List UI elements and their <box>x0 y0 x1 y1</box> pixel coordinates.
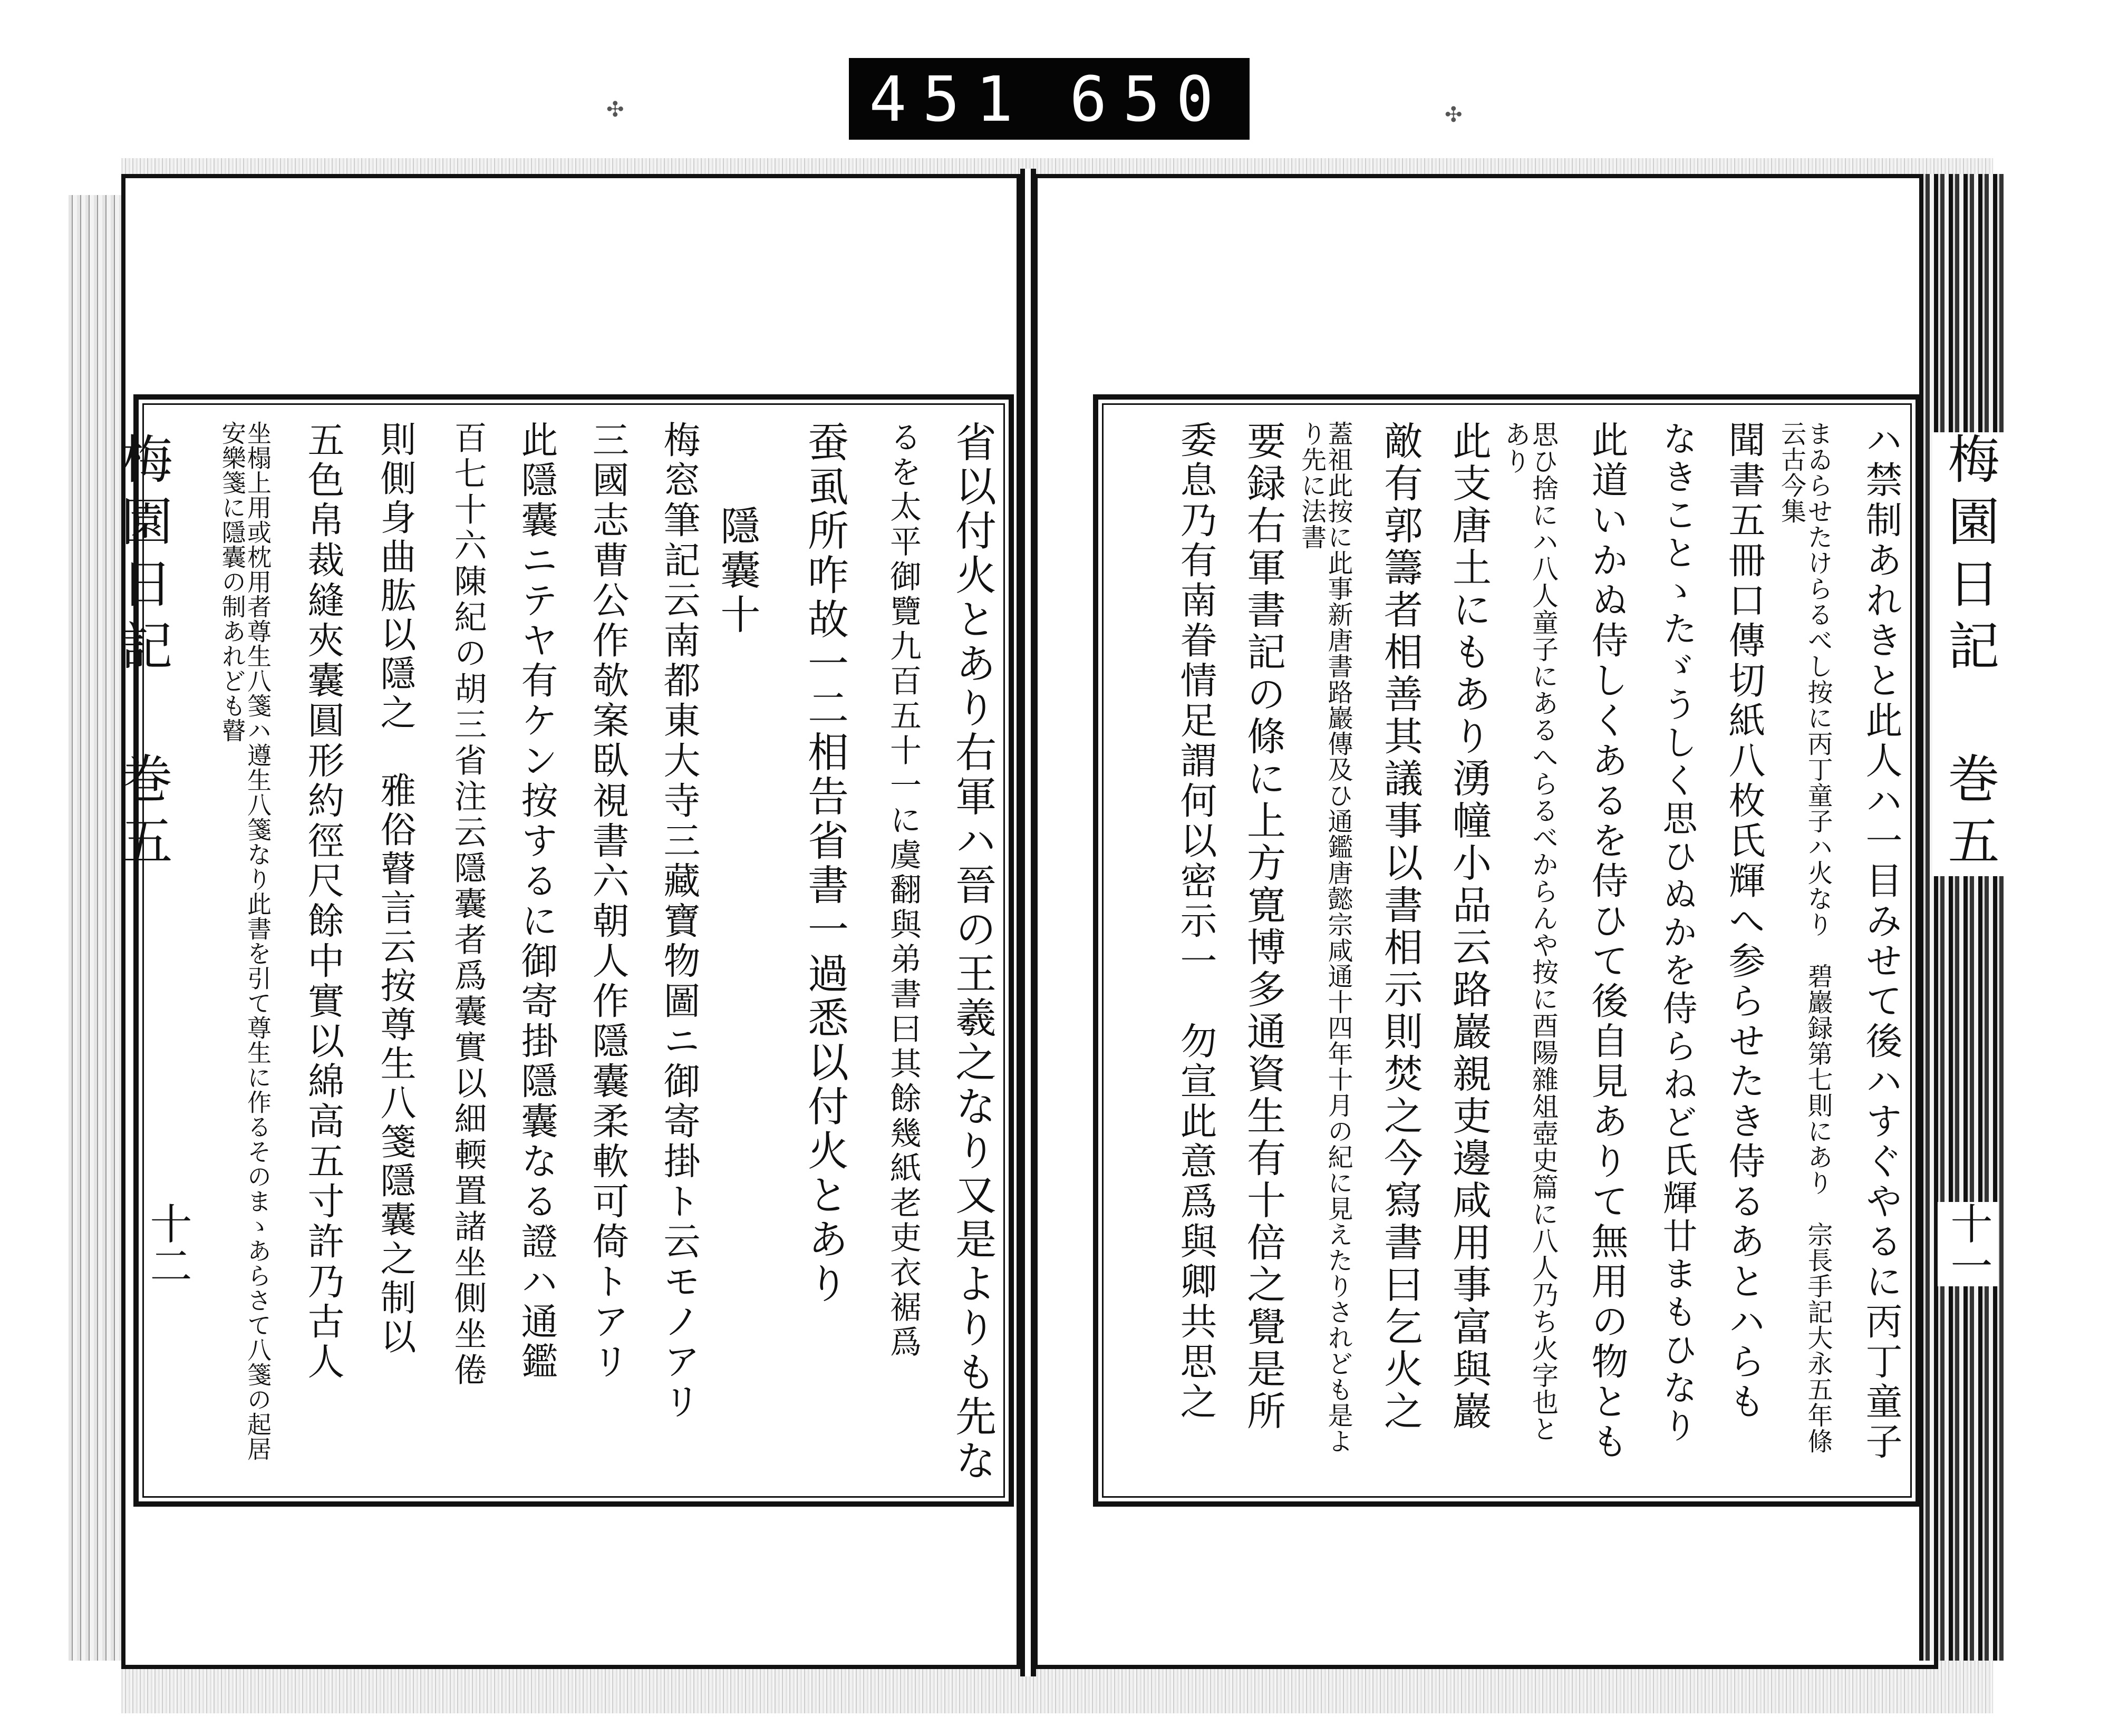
text-column: 此隱囊ニテヤ有ケン按するに御寄掛隱囊なる證ハ通鑑 <box>515 421 558 1382</box>
text-column: 此道いかぬ侍しくあるを侍ひて後自見ありて無用の物とも <box>1585 421 1629 1462</box>
right-page <box>1033 174 1938 1669</box>
text-column: 蚕虱所咋故一二相告省書一過悉以付火とあり <box>801 421 848 1306</box>
text-column: ハ禁制あれきと此人ハ一目みせて後ハすぐやるに丙丁童子 <box>1860 421 1903 1462</box>
text-column: 省以付火とあり右軍ハ晉の王羲之なり又是よりも先な <box>949 421 996 1483</box>
left-text-frame <box>133 394 1014 1507</box>
scan-mark: ✣ <box>606 98 624 122</box>
right-text-frame <box>1093 394 1921 1507</box>
right-margin-title: 梅園日記 巻五 <box>1932 432 2007 876</box>
text-column: まゐらせたけらるべし按に丙丁童子ハ火なり 碧巖録第七則にあり 宗長手記大永五年條云古今集 <box>1776 421 1833 1454</box>
left-page <box>121 174 1021 1669</box>
text-column: 蓋祖此按に此事新唐書路巖傳及ひ通鑑唐懿宗咸通十四年十月の紀に見えたりされども是より先に法書 <box>1297 421 1353 1454</box>
text-column: 思ひ捨にハ八人童子にあるへらるべからんや按に酉陽雜俎壺史篇に八人乃ち火字也とあり <box>1500 421 1559 1442</box>
text-column: 五色帛裁縫夾囊圓形約徑尺餘中實以綿高五寸許乃古人 <box>302 421 345 1382</box>
text-column: なきことゝたゞうしく思ひぬかを侍らねど氏輝廿まもひなり <box>1657 421 1697 1446</box>
text-column: 百七十六陳紀の胡三省注云隱囊者爲囊實以細輭置諸坐側坐倦 <box>449 421 487 1389</box>
left-page-edge <box>69 195 127 1661</box>
scan-mark: ✣ <box>1445 103 1463 127</box>
left-margin-title: 梅園日記 巻五 <box>112 432 172 876</box>
text-column: 此支唐土にもあり湧幢小品云路巖親吏邊咸用事富與巖 <box>1446 421 1492 1433</box>
text-column: るを太平御覽九百五十一に虞翻與弟書曰其餘幾紙老吏衣裾爲 <box>885 421 922 1360</box>
text-column: 則側身曲肱以隱之 雅俗瞽言云按尊生八箋隱囊之制以 <box>374 421 416 1357</box>
text-column: 三國志曹公作欹案臥視書六朝人作隱囊柔軟可倚トアリ <box>586 421 630 1382</box>
section-heading: 隱囊十 <box>714 505 761 638</box>
text-column: 梅窓筆記云南都東大寺三藏寶物圖ニ御寄掛ト云モノアリ <box>657 421 701 1422</box>
call-number-label <box>849 58 1250 140</box>
text-column: 敵有郭籌者相善其議事以書相示則焚之今寫書曰乞火之 <box>1378 421 1423 1433</box>
right-page-edge <box>1919 174 2004 1661</box>
right-folio: 十一 <box>1938 1202 1998 1286</box>
call-number-left: 451 <box>869 62 1029 135</box>
text-column: 聞書五冊口傳切紙八枚氏輝へ参らせたき侍るあとハらも <box>1723 421 1766 1422</box>
left-folio: 十二 <box>143 1202 192 1286</box>
call-number-right: 650 <box>1069 62 1230 135</box>
text-column: 委息乃有南眷情足謂何以密示一 勿宣此意爲與卿共思之 <box>1174 421 1217 1422</box>
text-column: 要録右軍書記の條に上方寛博多通資生有十倍之覺是所 <box>1241 421 1286 1433</box>
text-column: 坐榻上用或枕用者尊生八箋ハ遵生八箋なり此書を引て尊生に作るそのまゝあらさて八箋の起居安樂箋に隱囊の制あれども瞽 <box>218 421 272 1461</box>
